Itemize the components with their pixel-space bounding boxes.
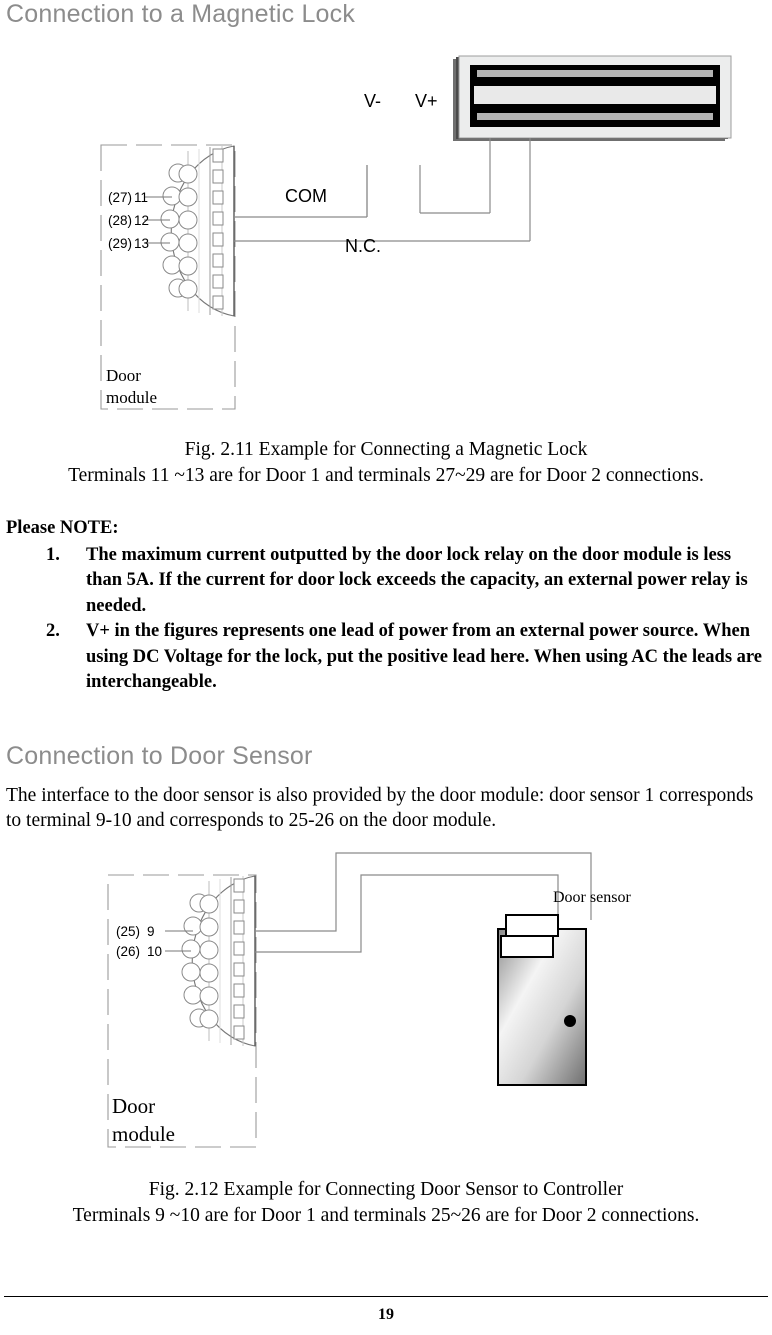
page-number: 19 bbox=[378, 1306, 394, 1323]
figure-2-caption bbox=[0, 1177, 772, 1229]
note-list bbox=[6, 543, 768, 722]
terminal-num-13: 13 bbox=[134, 236, 150, 251]
section-heading-door-sensor: Connection to Door Sensor bbox=[6, 742, 313, 770]
note-title: Please NOTE: bbox=[6, 518, 119, 538]
figure-1-caption-line-1: Fig. 2.11 Example for Connecting a Magnetic Lock bbox=[184, 439, 588, 460]
door-module-label-line2: module bbox=[112, 1122, 175, 1146]
sensor-magnet-upper bbox=[506, 915, 558, 936]
terminal-block bbox=[182, 876, 255, 1046]
magnetic-lock-graphic bbox=[453, 56, 731, 141]
terminal-num-9: 9 bbox=[147, 924, 155, 939]
terminal-num-10: 10 bbox=[147, 944, 163, 959]
terminal-num-11: 11 bbox=[134, 190, 149, 205]
label-v-minus: V- bbox=[364, 91, 382, 111]
figure-2-caption-line-2: Terminals 9 ~10 are for Door 1 and terminals 25~26 are for Door 2 connections. bbox=[72, 1205, 700, 1226]
label-v-plus: V+ bbox=[415, 91, 438, 111]
note-item-2-number: 2. bbox=[46, 621, 60, 641]
terminal-alt-27: (27) bbox=[108, 190, 133, 205]
door-module-label-line1: Door bbox=[112, 1094, 156, 1118]
terminal-block bbox=[161, 146, 234, 316]
figure-2-caption-line-1: Fig. 2.12 Example for Connecting Door Sensor to Controller bbox=[148, 1179, 624, 1200]
door-knob bbox=[564, 1015, 576, 1027]
note-item-1-text: The maximum current outputted by the door lock relay on the door module is less than 5A. If the current for door lock exceeds the capacity, an external power relay is needed. bbox=[86, 544, 748, 616]
figure-1-caption-line-2: Terminals 11 ~13 are for Door 1 and terminals 27~29 are for Door 2 connections. bbox=[68, 465, 704, 486]
figure-1-caption bbox=[0, 437, 772, 489]
terminal-alt-25: (25) bbox=[116, 924, 141, 939]
note-item-2 bbox=[6, 619, 768, 721]
terminal-alt-28: (28) bbox=[108, 213, 133, 228]
door-sensor-graphic bbox=[498, 915, 586, 1085]
figure-magnetic-lock-wiring bbox=[0, 45, 772, 425]
label-nc: N.C. bbox=[345, 236, 381, 256]
figure-door-sensor-wiring bbox=[0, 845, 772, 1165]
wiring-paths bbox=[234, 138, 530, 241]
label-door-sensor: Door sensor bbox=[553, 889, 631, 906]
terminal-alt-26: (26) bbox=[116, 944, 141, 959]
door-module-label-line2: module bbox=[106, 388, 157, 407]
terminal-num-12: 12 bbox=[134, 213, 150, 228]
note-block bbox=[6, 516, 768, 721]
door-sensor-intro-paragraph: The interface to the door sensor is also provided by the door module: door sensor 1 corresponds to terminal 9-10 and corresponds to 25-26 on the door module. bbox=[6, 785, 754, 831]
note-item-2-text: V+ in the figures represents one lead of power from an external power source. When using DC Voltage for the lock, put the positive lead here. When using AC the leads are interchangeable. bbox=[86, 621, 762, 692]
section-heading-magnetic-lock: Connection to a Magnetic Lock bbox=[6, 0, 356, 28]
label-com: COM bbox=[285, 186, 327, 206]
door-module-label-line1: Door bbox=[106, 366, 141, 385]
terminal-alt-29: (29) bbox=[108, 236, 133, 251]
note-item-1 bbox=[6, 543, 768, 620]
note-item-1-number: 1. bbox=[46, 544, 60, 565]
footer-divider bbox=[4, 1296, 768, 1297]
sensor-contact-lower bbox=[501, 936, 553, 957]
